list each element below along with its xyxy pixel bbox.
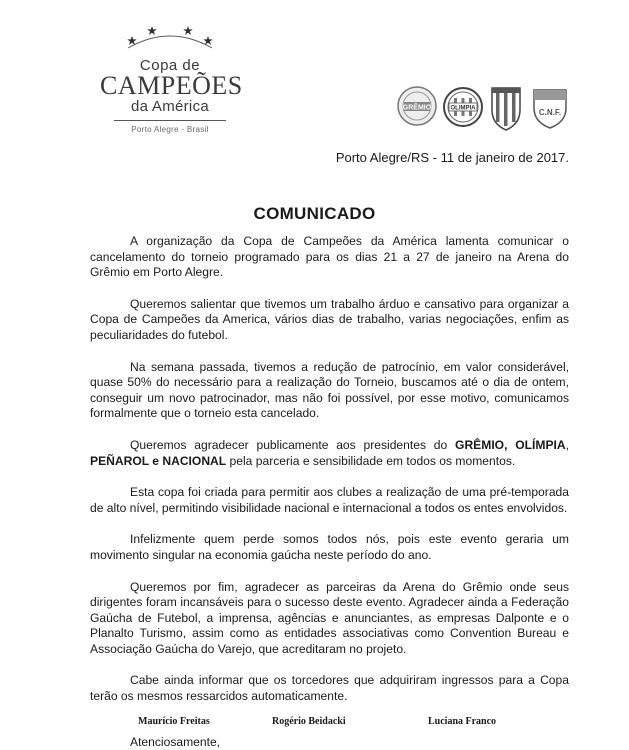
nacional-badge-icon	[530, 84, 570, 135]
paragraph-5: Esta copa foi criada para permitir aos clubes a realização de uma pré-temporada de alto nível, permitindo visibilidade nacional e internacional a todos os entes envolvidos.	[90, 485, 569, 515]
paragraph-4	[90, 438, 569, 469]
olimpia-badge-text: OLIMPIA	[450, 105, 476, 112]
signature-luciana: Luciana Franco	[428, 716, 497, 727]
gremio-badge-text: GRÊMIO	[402, 104, 432, 112]
copa-logo	[100, 22, 243, 134]
paragraph-2: Queremos salientar que tivemos um trabalho árduo e cansativo para organizar a Copa de Campeões da America, vários dias de trabalho, varias negociações, enfim as peculiaridades do futebol.	[90, 296, 569, 342]
document-date: Porto Alegre/RS - 11 de janeiro de 2017.	[335, 150, 569, 165]
logo-divider	[114, 120, 226, 121]
logo-line-1: Copa de	[139, 57, 201, 74]
paragraph-8: Cabe ainda informar que os torcedores que adquiriram ingressos para a Copa terão os mesmos ressarcidos automaticamente.	[90, 673, 569, 704]
olimpia-badge-icon	[442, 84, 484, 135]
logo-city: Porto Alegre - Brasil	[131, 125, 209, 134]
paragraph-6: Infelizmente quem perde somos todos nós, pois este evento geraria um movimento singular na economia gaúcha neste período do ano.	[90, 532, 569, 562]
paragraph-4-clubs-1: GRÊMIO, OLÍMPIA	[455, 437, 566, 452]
nacional-badge-text: C.N.F.	[538, 108, 562, 117]
document-title: COMUNICADO	[253, 204, 376, 223]
paragraph-1: A organização da Copa de Campeões da América lamenta comunicar o cancelamento do torneio programado para os dias 21 a 27 de janeiro na Arena do Grêmio em Porto Alegre.	[90, 234, 569, 280]
stars-arc-icon	[100, 22, 240, 50]
signature-mauricio: Maurício Freitas	[138, 716, 210, 727]
paragraph-4-end: pela parceria e sensibilidade em todos os momentos.	[226, 453, 516, 468]
signatures	[0, 716, 629, 730]
paragraph-4-start: Queremos agradecer publicamente aos presidentes do	[130, 437, 456, 452]
paragraph-7: Queremos por fim, agradecer as parceiras da Arena do Grêmio onde seus dirigentes foram incansáveis para o sucesso deste evento. Agradecer ainda a Federação Gaúcha de Futebol, a imprensa, agências e anunciantes, as empresas Dalponte e o Planalto Turismo, assim como as entidades associativas como Convention Bureau e Associação Gaúcha do Varejo, que acreditaram no projeto.	[90, 579, 569, 656]
logo-line-3: da América	[130, 98, 210, 115]
paragraph-4-comma: ,	[565, 437, 569, 452]
logo-line-2: CAMPEÕES	[100, 71, 243, 100]
club-badges	[394, 84, 574, 132]
penarol-badge-icon	[488, 84, 524, 137]
closing-salutation: Atenciosamente,	[130, 734, 221, 749]
document-body	[90, 234, 569, 750]
signature-rogerio: Rogério Beidacki	[272, 716, 346, 727]
paragraph-4-clubs-2: PEÑAROL e NACIONAL	[90, 453, 227, 468]
paragraph-3: Na semana passada, tivemos a redução de patrocínio, em valor considerável, quase 50% do necessário para a realização do Torneio, buscamos até o dia de ontem, conseguir um novo patrocinador, mas não foi possível, por esse motivo, comunicamos formalmente que o torneio esta cancelado.	[90, 359, 569, 421]
gremio-badge-icon	[396, 84, 438, 133]
